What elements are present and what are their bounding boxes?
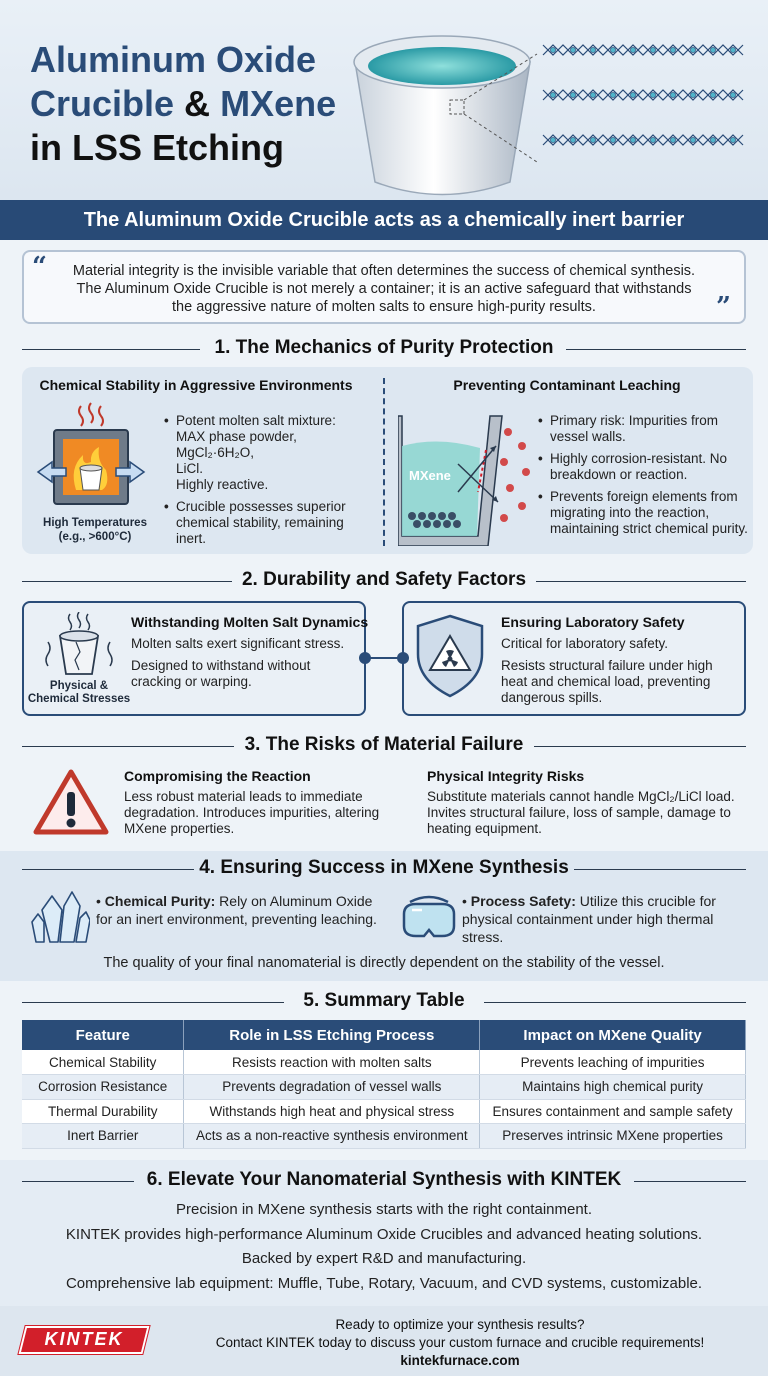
title-line-3: in LSS Etching [30, 127, 285, 168]
mxene-label: MXene [409, 468, 451, 483]
divider [383, 378, 385, 546]
website-link[interactable]: kintekfurnace.com [400, 1353, 520, 1368]
table-row [22, 1099, 746, 1124]
bullet: • Crucible possesses superior chemical stability, remaining inert. [164, 499, 374, 547]
hazard-shield-icon [414, 614, 486, 698]
stress-caption [26, 680, 132, 706]
section-title: 4. Ensuring Success in MXene Synthesis [199, 857, 569, 878]
quote-line: The Aluminum Oxide Crucible is not merely a container; it is an active safeguard that withstands [76, 281, 692, 297]
summary-table [22, 1020, 746, 1149]
bullet-text: Highly reactive. [176, 477, 269, 492]
footer-text [160, 1316, 760, 1370]
chemical-purity-point: • Chemical Purity: Rely on Aluminum Oxide for an inert environment, preventing leaching. [96, 893, 377, 927]
card-text: Designed to withstand without cracking or warping. [131, 658, 311, 689]
safety-goggles-icon [398, 892, 460, 944]
section-5-heading [0, 990, 768, 1014]
table-row [22, 1124, 746, 1149]
mxene-layers-illustration [538, 40, 753, 165]
card-heading: Chemical Stability in Aggressive Environments [39, 377, 353, 393]
section-6-heading [0, 1169, 768, 1193]
bullet [164, 413, 374, 493]
column-header: Impact on MXene Quality [480, 1020, 746, 1050]
pitch-line: Precision in MXene synthesis starts with the right containment. [175, 1201, 593, 1218]
card-heading: Withstanding Molten Salt Dynamics [131, 614, 369, 630]
title-line-2 [30, 82, 350, 126]
pitch-line: Comprehensive lab equipment: Muffle, Tube, Rotary, Vacuum, and CVD systems, customizable. [65, 1274, 703, 1292]
banner: The Aluminum Oxide Crucible acts as a chemically inert barrier [0, 200, 768, 240]
title-part: MXene [220, 83, 337, 124]
table-cell: Corrosion Resistance [22, 1075, 184, 1100]
connector-dot [359, 652, 371, 664]
section-1-heading [0, 337, 768, 361]
table-cell: Thermal Durability [22, 1099, 184, 1124]
furnace-caption [22, 516, 168, 544]
caption-line: (e.g., >600°C) [58, 531, 132, 543]
footer-line: Ready to optimize your synthesis results? [335, 1317, 585, 1332]
table-row [22, 1075, 746, 1100]
furnace-icon [36, 400, 146, 515]
point-text: Utilize this crucible for physical containment under high thermal stress. [462, 893, 716, 945]
card-heading: Physical Integrity Risks [427, 768, 585, 784]
section-4-heading [0, 857, 768, 881]
stressed-crucible-icon [44, 612, 114, 678]
table-cell: Preserves intrinsic MXene properties [480, 1124, 746, 1149]
pitch-line: KINTEK provides high-performance Aluminum Oxide Crucibles and advanced heating solutions. [65, 1225, 703, 1243]
crucible-illustration [345, 22, 540, 202]
warning-icon [32, 768, 110, 836]
table-cell: Resists reaction with molten salts [184, 1050, 480, 1075]
section-4-footer: The quality of your final nanomaterial is directly dependent on the stability of the vessel. [103, 955, 665, 971]
bullet-text: Potent molten salt mixture: [176, 413, 336, 428]
card-text: Resists structural failure under high heat and chemical load, preventing dangerous spills. [501, 658, 713, 705]
page-title [30, 38, 350, 170]
card-heading: Preventing Contaminant Leaching [453, 377, 681, 393]
process-safety-point: • Process Safety: Utilize this crucible for physical containment under high thermal stress. [462, 893, 716, 945]
crystal-icon [30, 888, 90, 944]
column-header: Role in LSS Etching Process [184, 1020, 480, 1050]
kintek-pitch [0, 1198, 768, 1296]
point-label: Chemical Purity: [104, 893, 216, 909]
table-cell: Withstands high heat and physical stress [184, 1099, 480, 1124]
section-title: 2. Durability and Safety Factors [241, 569, 527, 590]
section-title: 6. Elevate Your Nanomaterial Synthesis with KINTEK [146, 1169, 622, 1190]
table-cell: Maintains high chemical purity [480, 1075, 746, 1100]
title-amp: & [174, 83, 221, 124]
quote-line: the aggressive nature of molten salts to ensure high-purity results. [172, 299, 596, 315]
section-title: 1. The Mechanics of Purity Protection [214, 337, 554, 358]
close-quote-icon: ” [716, 292, 731, 322]
footer-line: Contact KINTEK today to discuss your custom furnace and crucible requirements! [215, 1335, 705, 1350]
column-header: Feature [22, 1020, 184, 1050]
open-quote-icon: “ [32, 252, 47, 282]
card-text: Less robust material leads to immediate degradation. Introduces impurities, altering MXene properties. [124, 789, 380, 836]
bullet: • Prevents foreign elements from migrating into the reaction, maintaining strict chemical purity. [538, 489, 750, 537]
table-cell: Prevents degradation of vessel walls [184, 1075, 480, 1100]
caption-line: Chemical Stresses [27, 693, 131, 705]
table-cell: Inert Barrier [22, 1124, 184, 1149]
caption-line: High Temperatures [43, 517, 147, 529]
right-bullets [538, 413, 750, 543]
table-cell: Ensures containment and sample safety [480, 1099, 746, 1124]
bullet-text: MAX phase powder, MgCl₂·6H₂O, [176, 429, 297, 460]
card-text: Substitute materials cannot handle MgCl₂/LiCl load. Invites structural failure, loss of sample, damage to heating equipment. [427, 789, 735, 836]
connector-dot [397, 652, 409, 664]
table-row [22, 1050, 746, 1075]
table-header-row [22, 1020, 746, 1050]
title-part: Crucible [30, 83, 175, 124]
bullet: • Primary risk: Impurities from vessel walls. [538, 413, 750, 445]
kintek-logo[interactable]: KINTEK [44, 1329, 124, 1349]
card-text: Critical for laboratory safety. [501, 636, 669, 651]
left-bullets [164, 413, 374, 553]
pitch-line: Backed by expert R&D and manufacturing. [241, 1250, 527, 1267]
bullet-text: LiCl. [176, 461, 204, 476]
card-text: Molten salts exert significant stress. [131, 636, 345, 651]
table-cell: Acts as a non-reactive synthesis environment [184, 1124, 480, 1149]
point-label: Process Safety: [470, 893, 576, 909]
quote-line: Material integrity is the invisible variable that often determines the success of chemical synthesis. [72, 263, 696, 279]
caption-line: Physical & [49, 680, 109, 692]
point-text: Rely on Aluminum Oxide for an inert environment, preventing leaching. [96, 893, 377, 927]
section-title: 3. The Risks of Material Failure [244, 734, 524, 755]
table-cell: Chemical Stability [22, 1050, 184, 1075]
bullet: • Highly corrosion-resistant. No breakdown or reaction. [538, 451, 750, 483]
section-2-heading [0, 569, 768, 593]
section-3-heading [0, 734, 768, 758]
card-heading: Ensuring Laboratory Safety [501, 614, 685, 630]
title-line-1: Aluminum Oxide [30, 39, 317, 80]
table-cell: Prevents leaching of impurities [480, 1050, 746, 1075]
card-heading: Compromising the Reaction [124, 768, 311, 784]
intro-quote [22, 250, 746, 324]
section-title: 5. Summary Table [303, 990, 465, 1011]
